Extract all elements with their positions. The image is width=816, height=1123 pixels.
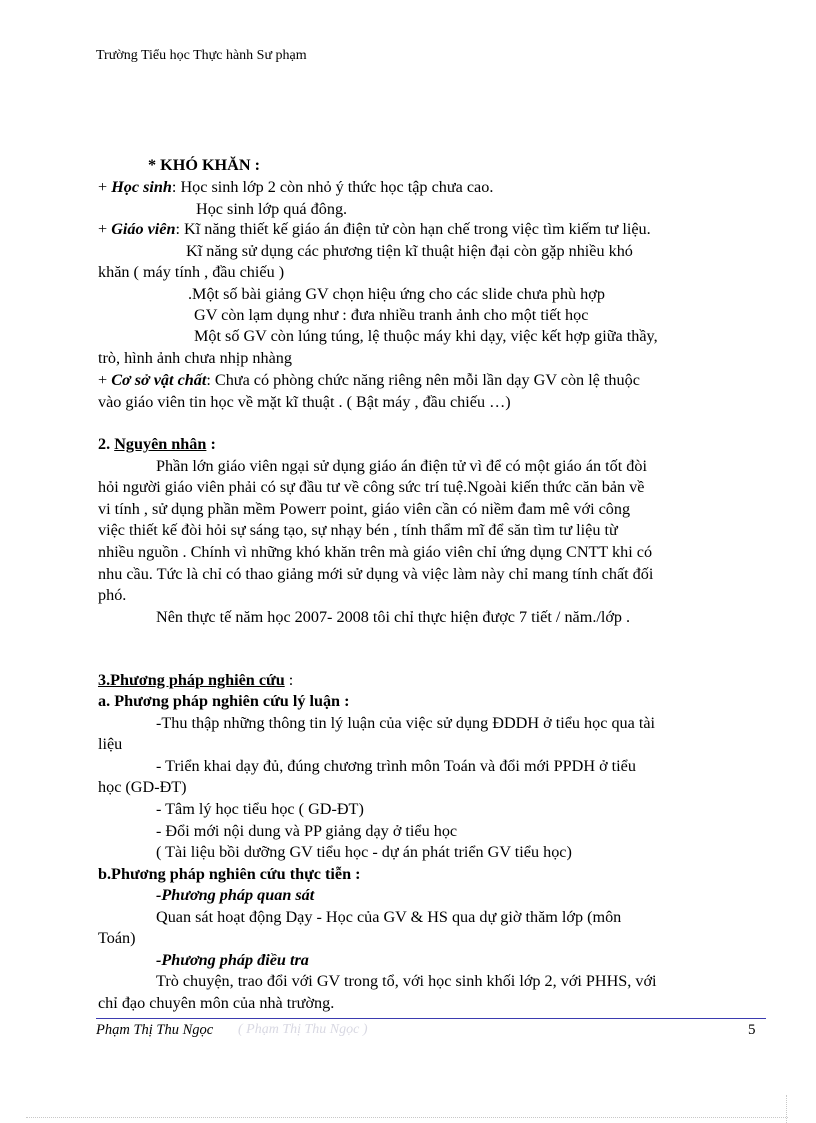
teachers-line-3: khăn ( máy tính , đầu chiếu ): [98, 263, 285, 281]
survey-line: chỉ đạo chuyên môn của nhà trường.: [98, 994, 335, 1012]
facilities-line-2: vào giáo viên tin học về mặt kĩ thuật . ( Bật máy , đầu chiếu …): [98, 393, 511, 411]
causes-title: Nguyên nhân: [114, 435, 207, 453]
facilities-prefix: +: [98, 371, 112, 389]
theory-line: - Tâm lý học tiểu học ( GD-ĐT): [156, 800, 364, 818]
teachers-line-2: Kĩ năng sử dụng các phương tiện kĩ thuật hiện đại còn gặp nhiều khó: [186, 242, 633, 260]
causes-heading: [98, 433, 216, 455]
causes-paragraph-line: nhu cầu. Tức là chỉ có thao giảng mới sử dụng và việc làm này chỉ mang tính chất đối: [98, 565, 654, 583]
survey-line: Trò chuyện, trao đổi với GV trong tổ, với học sinh khối lớp 2, với PHHS, với: [156, 972, 657, 990]
causes-paragraph-line: Nên thực tế năm học 2007- 2008 tôi chỉ thực hiện được 7 tiết / năm./lớp .: [156, 608, 631, 626]
students-text: : Học sinh lớp 2 còn nhỏ ý thức học tập chưa cao.: [171, 178, 494, 196]
page-number: 5: [748, 1022, 756, 1038]
causes-paragraph-line: phó.: [98, 586, 127, 604]
methods-colon: :: [284, 671, 294, 689]
students-line: [98, 176, 493, 198]
theory-line: học (GD-ĐT): [98, 778, 187, 796]
theory-heading: a. Phương pháp nghiên cứu lý luận :: [98, 692, 350, 710]
methods-heading: [98, 669, 293, 691]
difficulties-heading: * KHÓ KHĂN :: [148, 156, 260, 174]
practice-heading: b.Phương pháp nghiên cứu thực tiễn :: [98, 865, 361, 883]
theory-line: liệu: [98, 735, 123, 753]
teachers-line-4: .Một số bài giảng GV chọn hiệu ứng cho các slide chưa phù hợp: [188, 285, 605, 303]
observation-line: Quan sát hoạt động Dạy - Học của GV & HS qua dự giờ thăm lớp (môn: [156, 908, 622, 926]
teachers-text: : Kĩ năng thiết kế giáo án điện tử còn hạn chế trong việc tìm kiếm tư liệu.: [175, 220, 651, 238]
methods-title: 3.Phương pháp nghiên cứu: [98, 671, 285, 689]
teachers-line-7: trò, hình ảnh chưa nhịp nhàng: [98, 349, 292, 367]
theory-line: ( Tài liệu bồi dưỡng GV tiểu học - dự án phát triển GV tiểu học): [156, 843, 572, 861]
facilities-line: [98, 369, 640, 391]
causes-paragraph-line: hỏi người giáo viên phải có sự đầu tư về công sức trí tuệ.Ngoài kiến thức căn bản về: [98, 478, 645, 496]
footer-ghost-text: ( Phạm Thị Thu Ngọc ): [238, 1022, 368, 1037]
teachers-label: Giáo viên: [111, 220, 176, 238]
observation-line: Toán): [98, 929, 136, 947]
survey-title: -Phương pháp điều tra: [156, 951, 309, 969]
causes-paragraph-line: vi tính , sử dụng phần mềm Powerr point, giáo viên cần có niềm đam mê với công: [98, 500, 631, 518]
causes-number: 2.: [98, 435, 115, 453]
causes-colon: :: [206, 435, 216, 453]
facilities-label: Cơ sở vật chất: [111, 371, 207, 389]
teachers-prefix: +: [98, 220, 112, 238]
observation-title: -Phương pháp quan sát: [156, 886, 315, 904]
teachers-line-5: GV còn lạm dụng như : đưa nhiều tranh ảnh cho một tiết học: [194, 306, 589, 324]
students-line-2: Học sinh lớp quá đông.: [196, 200, 348, 218]
page-edge-rule: [26, 1117, 788, 1118]
teachers-line-6: Một số GV còn lúng túng, lệ thuộc máy khi dạy, việc kết hợp giữa thầy,: [194, 327, 658, 345]
facilities-text: : Chưa có phòng chức năng riêng nên mỗi lần dạy GV còn lệ thuộc: [206, 371, 640, 389]
footer-rule: [96, 1018, 766, 1019]
theory-line: - Đổi mới nội dung và PP giảng dạy ở tiểu học: [156, 822, 458, 840]
theory-line: -Thu thập những thông tin lý luận của việc sử dụng ĐDDH ở tiểu học qua tài: [156, 714, 656, 732]
students-label: Học sinh: [111, 178, 172, 196]
causes-paragraph-line: nhiều nguồn . Chính vì những khó khăn trên mà giáo viên chỉ ứng dụng CNTT khi có: [98, 543, 653, 561]
page-corner-mark: [786, 1095, 787, 1123]
causes-paragraph-line: việc thiết kế đòi hỏi sự sáng tạo, sự nhạy bén , tính thẩm mĩ để săn tìm tư liệu từ: [98, 521, 618, 539]
theory-line: - Triển khai dạy đủ, đúng chương trình môn Toán và đổi mới PPDH ở tiểu: [156, 757, 636, 775]
footer-author: Phạm Thị Thu Ngọc: [96, 1022, 214, 1038]
students-prefix: +: [98, 178, 112, 196]
page-header: Trường Tiểu học Thực hành Sư phạm: [96, 48, 307, 63]
teachers-line: [98, 218, 651, 240]
causes-paragraph-line: Phần lớn giáo viên ngại sử dụng giáo án điện tử vì để có một giáo án tốt đòi: [156, 457, 647, 475]
